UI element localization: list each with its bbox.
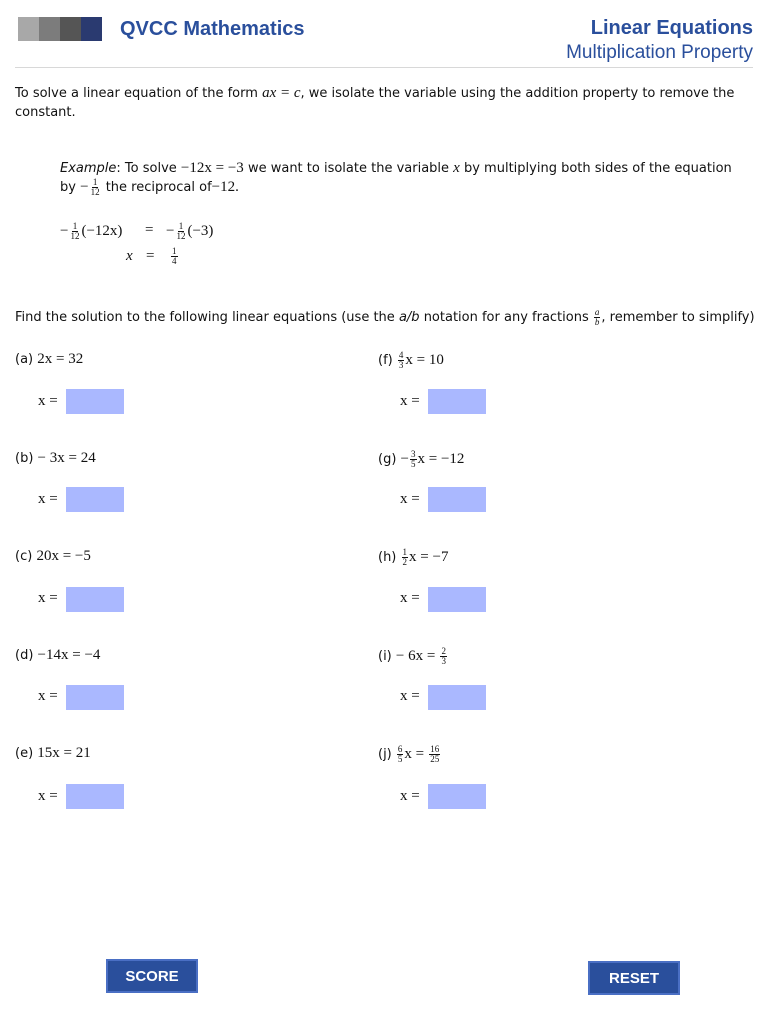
- intro-text-2: , we isolate the variable using the addition property to remove the constant.: [15, 86, 735, 120]
- problem-f-label: (f): [378, 353, 393, 368]
- page-title: Linear Equations: [590, 17, 753, 39]
- example-period: .: [235, 179, 239, 195]
- logo-block-4: [81, 17, 102, 41]
- answer-f-label: x =: [400, 393, 420, 409]
- reset-button[interactable]: RESET: [588, 961, 680, 995]
- answer-c-label: x =: [38, 590, 58, 606]
- problem-h: [378, 548, 448, 567]
- answer-b-label: x =: [38, 491, 58, 507]
- problem-e-equation: 15x = 21: [37, 745, 91, 761]
- problem-e-label: (e): [15, 746, 34, 761]
- answer-d-input[interactable]: [66, 685, 124, 710]
- problem-j-den: 5: [397, 754, 403, 764]
- answer-i-input[interactable]: [428, 685, 486, 710]
- problem-g-fraction: [410, 450, 417, 469]
- problem-f-fraction: [398, 351, 405, 370]
- answer-a-input[interactable]: [66, 389, 124, 414]
- factor-den: 12: [90, 187, 100, 197]
- problem-f: [378, 351, 444, 370]
- problem-j-rhs-num: 16: [430, 744, 440, 754]
- answer-g-label: x =: [400, 491, 420, 507]
- problem-g-label: (g): [378, 452, 397, 467]
- answer-a-label: x =: [38, 393, 58, 409]
- instructions-notation: a/b: [398, 310, 420, 325]
- step1-rhs: [166, 222, 213, 241]
- problem-b-label: (b): [15, 451, 34, 466]
- factor-fraction: [90, 178, 101, 197]
- answer-h-input[interactable]: [428, 587, 486, 612]
- problem-g-sign: −: [400, 451, 410, 467]
- example-text: : To solve: [116, 161, 177, 176]
- step1-rhs-expr: (−3): [187, 222, 214, 239]
- problem-j-rhs-fraction: [429, 745, 440, 764]
- answer-b-input[interactable]: [66, 487, 124, 512]
- problem-d-label: (d): [15, 648, 34, 663]
- intro-paragraph: [15, 84, 735, 122]
- instructions: [15, 308, 760, 327]
- answer-j-label: x =: [400, 788, 420, 804]
- problem-j-rhs-den: 25: [430, 754, 440, 764]
- instructions-text: Find the solution to the following linear equations (use the: [15, 310, 395, 325]
- logo-block-3: [60, 17, 81, 41]
- answer-e-input[interactable]: [66, 784, 124, 809]
- problem-g-num: 3: [411, 449, 416, 459]
- problem-d-equation: −14x = −4: [37, 647, 101, 663]
- problem-g-den: 5: [411, 459, 416, 469]
- problem-h-fraction: [402, 548, 409, 567]
- problem-g-equation: x = −12: [417, 451, 465, 467]
- answer-c-input[interactable]: [66, 587, 124, 612]
- step2-num: 1: [172, 246, 177, 256]
- problem-f-den: 3: [398, 360, 404, 370]
- problem-j-fraction: [397, 745, 404, 764]
- factor-num: 1: [92, 177, 98, 187]
- problem-i-label: (i): [378, 649, 392, 664]
- problem-e: [15, 745, 91, 762]
- problem-j-equation: x =: [404, 746, 425, 762]
- logo-block-2: [39, 17, 60, 41]
- instructions-frac-den: b: [594, 317, 600, 327]
- answer-g-input[interactable]: [428, 487, 486, 512]
- instructions-fraction: [594, 308, 601, 327]
- step1-rhs-den: 12: [176, 231, 186, 241]
- intro-form: ax = c: [262, 85, 301, 101]
- problem-b: [15, 450, 96, 467]
- step1-equals: =: [145, 222, 154, 238]
- problem-i-num: 2: [441, 646, 446, 656]
- problem-h-label: (h): [378, 550, 397, 565]
- problem-g: [378, 450, 464, 469]
- problem-j-label: (j): [378, 747, 392, 762]
- answer-j-input[interactable]: [428, 784, 486, 809]
- step1-lhs-sign: −: [60, 222, 69, 239]
- step1-rhs-fraction: [175, 222, 186, 241]
- step1-lhs-den: 12: [70, 231, 80, 241]
- example-text-4: by: [60, 180, 76, 195]
- instructions-frac-num: a: [594, 307, 600, 317]
- problem-a: [15, 351, 83, 368]
- example-step-2: [60, 248, 260, 270]
- problem-j: [378, 745, 441, 764]
- problem-d: [15, 647, 100, 664]
- header-divider: [15, 67, 753, 68]
- problem-f-num: 4: [398, 350, 404, 360]
- problem-f-equation: x = 10: [405, 352, 444, 368]
- example-paragraph: [60, 159, 740, 197]
- answer-h-label: x =: [400, 590, 420, 606]
- problem-i-den: 3: [441, 656, 446, 666]
- step1-lhs-fraction: [69, 222, 80, 241]
- intro-text: To solve a linear equation of the form: [15, 86, 258, 101]
- problem-c-label: (c): [15, 549, 33, 564]
- problem-c: [15, 548, 91, 565]
- example-equation: −12x = −3: [180, 160, 244, 176]
- step1-rhs-sign: −: [166, 222, 175, 239]
- example-label: Example: [60, 161, 117, 176]
- step1-lhs-num: 1: [72, 221, 78, 231]
- step1-lhs-expr: (−12x): [81, 222, 123, 239]
- factor-sign: −: [80, 179, 89, 195]
- score-button[interactable]: SCORE: [106, 959, 198, 993]
- problem-a-equation: 2x = 32: [37, 351, 84, 367]
- example-text-3: by multiplying both sides of the equation: [463, 161, 732, 176]
- example-step-1: [60, 222, 260, 244]
- problem-i-equation: − 6x =: [395, 648, 436, 664]
- example-text-2: we want to isolate the variable: [247, 161, 450, 176]
- problem-i-fraction: [440, 647, 447, 666]
- instructions-text-3: , remember to simplify): [601, 310, 755, 325]
- example-text-5: the reciprocal of: [105, 180, 212, 195]
- logo: [18, 17, 102, 41]
- answer-i-label: x =: [400, 688, 420, 704]
- problem-c-equation: 20x = −5: [36, 548, 91, 564]
- page-subtitle: Multiplication Property: [566, 42, 753, 63]
- answer-d-label: x =: [38, 688, 58, 704]
- instructions-text-2: notation for any fractions: [423, 310, 589, 325]
- problem-i: [378, 647, 448, 666]
- problem-a-label: (a): [15, 352, 34, 367]
- step2-equals: =: [146, 248, 155, 264]
- problem-h-den: 2: [402, 557, 408, 567]
- step2-lhs: x: [126, 248, 133, 264]
- answer-e-label: x =: [38, 788, 58, 804]
- answer-f-input[interactable]: [428, 389, 486, 414]
- problem-j-num: 6: [397, 744, 403, 754]
- step2-den: 4: [172, 256, 177, 266]
- step2-fraction: [171, 247, 178, 266]
- example-recip: −12: [211, 179, 236, 195]
- brand-title: QVCC Mathematics: [120, 18, 305, 40]
- problem-b-equation: − 3x = 24: [37, 450, 96, 466]
- problem-h-equation: x = −7: [409, 549, 449, 565]
- problem-h-num: 1: [402, 547, 408, 557]
- example-variable: x: [453, 160, 460, 176]
- step1-rhs-num: 1: [178, 221, 184, 231]
- step1-lhs: [60, 222, 122, 241]
- logo-block-1: [18, 17, 39, 41]
